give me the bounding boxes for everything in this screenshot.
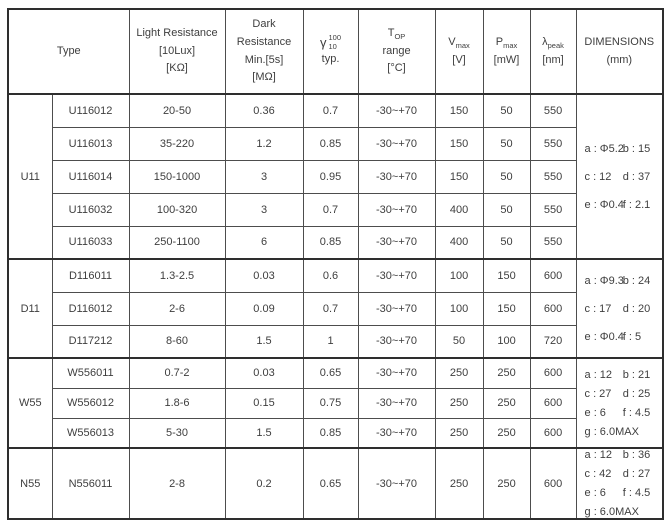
gamma-denominator: 10 [328,41,337,51]
cell-gamma: 1 [303,325,358,358]
dimensions-unit-label: (mm) [606,53,633,66]
cell-part-number: W556012 [52,388,129,418]
cell-top-range: -30~+70 [358,160,435,193]
header-gamma [303,9,358,94]
cell-gamma: 0.85 [303,418,358,448]
cell-top-range: -30~+70 [358,94,435,127]
cell-dark-resistance: 0.09 [225,292,303,325]
pmax-subscript: max [503,41,518,51]
cell-dark-resistance: 3 [225,193,303,226]
header-dark-resistance [225,9,303,94]
cell-top-range: -30~+70 [358,127,435,160]
cell-light-resistance: 20-50 [129,94,225,127]
cell-top-range: -30~+70 [358,193,435,226]
header-top-range [358,9,435,94]
cell-dark-resistance: 0.03 [225,358,303,388]
cell-light-resistance: 1.8-6 [129,388,225,418]
header-pmax [483,9,530,94]
cell-part-number: U116012 [52,94,129,127]
cell-part-number: D117212 [52,325,129,358]
table-row [8,226,663,259]
cell-gamma: 0.85 [303,127,358,160]
top-range-label: range [382,44,411,57]
dimension-value: g : 6.0MAX [584,506,639,518]
cell-vmax: 250 [435,388,483,418]
cell-top-range: -30~+70 [358,226,435,259]
header-dark-resistance-line: [MΩ] [252,71,276,84]
cell-vmax: 400 [435,226,483,259]
lambda-subscript: peak [547,41,564,51]
cell-pmax: 100 [483,325,530,358]
cell-light-resistance: 150-1000 [129,160,225,193]
dimension-value: f : 5 [622,330,642,343]
cell-dark-resistance: 0.15 [225,388,303,418]
cell-vmax: 50 [435,325,483,358]
cell-lambda-peak: 600 [530,259,576,292]
cell-dimensions [576,259,663,358]
dimension-value: d : 37 [622,170,651,183]
cell-gamma: 0.7 [303,193,358,226]
cell-light-resistance: 1.3-2.5 [129,259,225,292]
cell-pmax: 250 [483,388,530,418]
vmax-base: V [448,35,456,48]
cell-top-range: -30~+70 [358,325,435,358]
dimension-value: d : 27 [622,468,651,480]
cell-type-group: D11 [8,259,52,358]
header-vmax [435,9,483,94]
table-row [8,418,663,448]
cell-dark-resistance: 6 [225,226,303,259]
dimension-value: e : 6 [584,406,606,419]
cell-part-number: W556011 [52,358,129,388]
cell-vmax: 250 [435,448,483,519]
cell-dimensions [576,94,663,259]
cell-light-resistance: 100-320 [129,193,225,226]
cell-gamma: 0.6 [303,259,358,292]
dimension-value: f : 2.1 [622,198,651,211]
cell-pmax: 50 [483,160,530,193]
table-row [8,160,663,193]
cell-pmax: 150 [483,259,530,292]
cell-vmax: 150 [435,160,483,193]
cell-lambda-peak: 600 [530,292,576,325]
dimension-value: d : 20 [622,302,651,315]
cell-light-resistance: 8-60 [129,325,225,358]
cell-lambda-peak: 550 [530,160,576,193]
cell-dark-resistance: 3 [225,160,303,193]
dimension-value: f : 4.5 [622,406,651,419]
table-row [8,259,663,292]
cell-lambda-peak: 550 [530,94,576,127]
dimension-value: d : 25 [622,387,651,400]
cell-dark-resistance: 0.2 [225,448,303,519]
cell-vmax: 150 [435,94,483,127]
dimension-value: c : 42 [584,468,612,480]
top-subscript: OP [394,32,406,42]
cell-top-range: -30~+70 [358,292,435,325]
cell-light-resistance: 2-8 [129,448,225,519]
pmax-unit-label: [mW] [493,53,520,66]
dimension-value: b : 21 [622,368,651,381]
vmax-subscript: max [455,41,470,51]
cell-dimensions [576,358,663,448]
cell-vmax: 400 [435,193,483,226]
table-row [8,448,663,519]
cell-pmax: 50 [483,226,530,259]
cell-vmax: 150 [435,127,483,160]
cell-part-number: U116032 [52,193,129,226]
cell-dimensions [576,448,663,519]
dimension-value: e : Φ0.4 [584,330,624,343]
cell-part-number: W556013 [52,418,129,448]
header-type: Type [8,9,129,94]
gamma-typ-label: typ. [321,53,340,66]
cell-pmax: 250 [483,358,530,388]
cell-gamma: 0.7 [303,292,358,325]
cell-dark-resistance: 0.03 [225,259,303,292]
header-dark-resistance-line: Dark [252,18,276,31]
table-row [8,388,663,418]
dimension-value: b : 15 [622,142,651,155]
cell-gamma: 0.65 [303,358,358,388]
cell-dark-resistance: 1.5 [225,418,303,448]
cell-vmax: 250 [435,358,483,388]
dimension-value: a : 12 [584,449,613,461]
header-row [8,9,663,94]
table-row [8,94,663,127]
cell-top-range: -30~+70 [358,259,435,292]
header-lambda-peak [530,9,576,94]
cell-part-number: U116033 [52,226,129,259]
cell-dark-resistance: 1.5 [225,325,303,358]
cell-type-group: W55 [8,358,52,448]
cell-lambda-peak: 550 [530,226,576,259]
cell-vmax: 100 [435,292,483,325]
dimension-value: a : Φ5.2 [584,142,624,155]
cell-pmax: 250 [483,448,530,519]
dimension-value: g : 6.0MAX [584,425,639,438]
cell-pmax: 50 [483,193,530,226]
cell-part-number: D116012 [52,292,129,325]
top-unit-label: [°C] [387,62,406,75]
cell-lambda-peak: 550 [530,127,576,160]
cell-lambda-peak: 600 [530,358,576,388]
cell-vmax: 100 [435,259,483,292]
gamma-numerator: 100 [328,33,342,43]
dimension-value: b : 24 [622,274,651,287]
header-light-resistance [129,9,225,94]
dimension-value: c : 12 [584,170,612,183]
cell-lambda-peak: 600 [530,388,576,418]
vmax-unit-label: [V] [452,53,466,66]
gamma-symbol: γ [320,34,327,50]
cell-top-range: -30~+70 [358,388,435,418]
cell-light-resistance: 0.7-2 [129,358,225,388]
header-dark-resistance-line: Min.[5s] [244,53,284,66]
top-base: T [387,27,395,40]
dimension-value: a : 12 [584,368,613,381]
cell-lambda-peak: 550 [530,193,576,226]
dimension-value: f : 4.5 [622,487,651,499]
cell-type-group: U11 [8,94,52,259]
cell-top-range: -30~+70 [358,448,435,519]
cell-vmax: 250 [435,418,483,448]
dimension-value: c : 17 [584,302,612,315]
dimensions-label: DIMENSIONS [584,35,655,48]
cell-type-group: N55 [8,448,52,519]
cell-pmax: 250 [483,418,530,448]
cell-light-resistance: 5-30 [129,418,225,448]
lambda-unit-label: [nm] [542,53,564,66]
cell-lambda-peak: 720 [530,325,576,358]
cell-gamma: 0.65 [303,448,358,519]
table-row [8,325,663,358]
table-row [8,292,663,325]
dimension-value: a : Φ9.3 [584,274,624,287]
table-row [8,358,663,388]
dimension-value: c : 27 [584,387,612,400]
header-light-resistance-line: [10Lux] [158,44,196,57]
cell-lambda-peak: 600 [530,418,576,448]
cell-dark-resistance: 0.36 [225,94,303,127]
cell-gamma: 0.75 [303,388,358,418]
cell-pmax: 50 [483,94,530,127]
cell-gamma: 0.85 [303,226,358,259]
table-row [8,193,663,226]
dimension-value: e : 6 [584,487,606,499]
cell-pmax: 50 [483,127,530,160]
photoresistor-spec-table [7,8,664,520]
cell-part-number: U116013 [52,127,129,160]
dimension-value: e : Φ0.4 [584,198,624,211]
cell-part-number: U116014 [52,160,129,193]
dimension-value: b : 36 [622,449,651,461]
lambda-base: λ [542,35,548,48]
cell-top-range: -30~+70 [358,358,435,388]
cell-light-resistance: 35-220 [129,127,225,160]
cell-top-range: -30~+70 [358,418,435,448]
cell-gamma: 0.7 [303,94,358,127]
header-light-resistance-line: [KΩ] [166,62,188,75]
table-row [8,127,663,160]
cell-part-number: D116011 [52,259,129,292]
pmax-base: P [495,35,504,48]
cell-pmax: 150 [483,292,530,325]
cell-gamma: 0.95 [303,160,358,193]
cell-light-resistance: 250-1100 [129,226,225,259]
cell-light-resistance: 2-6 [129,292,225,325]
header-dark-resistance-line: Resistance [236,35,292,48]
header-dimensions [576,9,663,94]
cell-dark-resistance: 1.2 [225,127,303,160]
cell-part-number: N556011 [52,448,129,519]
header-light-resistance-line: Light Resistance [136,27,218,40]
cell-lambda-peak: 600 [530,448,576,519]
